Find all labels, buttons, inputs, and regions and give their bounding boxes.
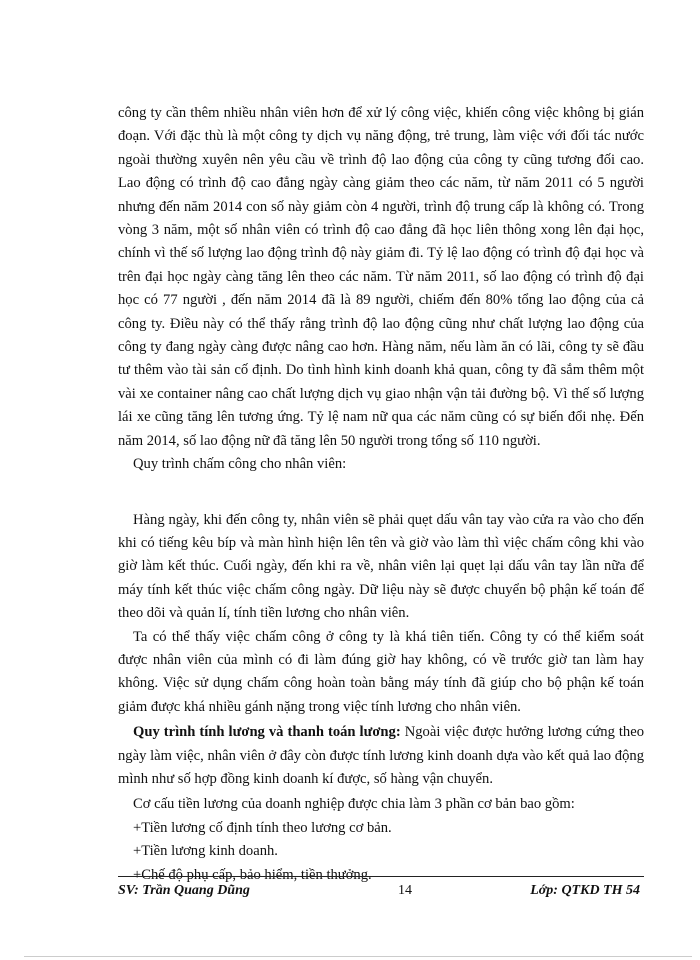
footer-student-name: SV: Trần Quang Dũng <box>118 883 250 898</box>
footer-page-number: 14 <box>398 883 412 898</box>
paragraph-timekeeping-procedure: Hàng ngày, khi đến công ty, nhân viên sẽ phải quẹt dấu vân tay vào cửa ra vào cho đến khi có tiếng kêu bíp và màn hình hiện lên tên và giờ vào làm thì việc chấm công khi vào giờ làm kết thúc. Cuối ngày, đến khi ra về, nhân viên lại quẹt lại dấu vân tay lần nữa để máy tính kết thúc việc chấm công ngày. Dữ liệu này sẽ được chuyển bộ phận kế toán để theo dõi và quản lí, tính tiền lương cho nhân viên. <box>118 511 644 622</box>
footer-class-label: Lớp: QTKD TH 54 <box>530 883 640 898</box>
list-item: +Tiền lương kinh doanh. <box>133 843 278 860</box>
paragraph-payroll-procedure <box>118 721 644 791</box>
list-item: +Tiền lương cố định tính theo lương cơ bản. <box>133 819 392 836</box>
list-item: +Chế độ phụ cấp, bảo hiểm, tiền thưởng. <box>133 866 372 883</box>
page-footer <box>118 876 644 907</box>
paragraph-salary-structure: Cơ cấu tiền lương của doanh nghiệp được chia làm 3 phần cơ bản bao gồm: <box>133 796 575 813</box>
document-body <box>118 102 644 887</box>
payroll-text: Ngoài việc được hưởng lương cứng theo ngày làm việc, nhân viên ở đây còn được tính lương kinh doanh dựa vào kết quả lao động mình như số hợp đồng kinh doanh kí được, số hàng vận chuyển. <box>118 724 644 787</box>
bottom-divider <box>24 956 692 957</box>
payroll-heading: Quy trình tính lương và thanh toán lương: <box>133 724 401 741</box>
paragraph-workforce-qualification: công ty cần thêm nhiều nhân viên hơn để xử lý công việc, khiến công việc không bị gián đoạn. Với đặc thù là một công ty dịch vụ năng động, trẻ trung, làm việc với đối tác nước ngoài thường xuyên nên yêu cầu về trình độ lao động của công ty cũng tương đối cao. Lao động có trình độ cao đẳng ngày càng giảm theo các năm, từ năm 2011 có 5 người nhưng đến năm 2014 con số này giảm còn 4 người, trình độ trung cấp là không có. Trong vòng 3 năm, một số nhân viên có trình độ cao đẳng đã học liên thông xong lên đại học, chính vì thế số lượng lao động trình độ này giảm đi. Tỷ lệ lao động có trình độ đại học và trên đại học ngày càng tăng lên theo các năm. Từ năm 2011, số lao động có trình độ đại học có 77 người , đến năm 2014 đã là 89 người, chiếm đến 80% tổng lao động của cả công ty. Điều này có thể thấy rằng trình độ lao động cũng như chất lượng lao động của công ty đang ngày càng được nâng cao hơn. Hàng năm, nếu làm ăn có lãi, công ty sẽ đầu tư thêm vào tài sản cố định. Do tình hình kinh doanh khả quan, công ty đã sắm thêm một vài xe container nâng cao chất lượng dịch vụ giao nhận vận tải đường bộ. Vì thế số lượng lái xe cũng tăng lên tương ứng. Tỷ lệ nam nữ qua các năm cũng có sự biến đổi nhẹ. Đến năm 2014, số lao động nữ đã tăng lên 50 người trong tổng số 110 người. <box>118 105 644 449</box>
paragraph-timekeeping-assessment: Ta có thể thấy việc chấm công ở công ty là khá tiên tiến. Công ty có thể kiểm soát được nhân viên của mình có đi làm đúng giờ hay không, có về trước giờ tan làm hay không. Việc sử dụng chấm công hoàn toàn bằng máy tính đã giúp cho bộ phận kế toán giảm được khá nhiều gánh nặng trong việc tính lương cho nhân viên. <box>118 628 644 715</box>
paragraph-timekeeping-heading: Quy trình chấm công cho nhân viên: <box>133 456 347 473</box>
